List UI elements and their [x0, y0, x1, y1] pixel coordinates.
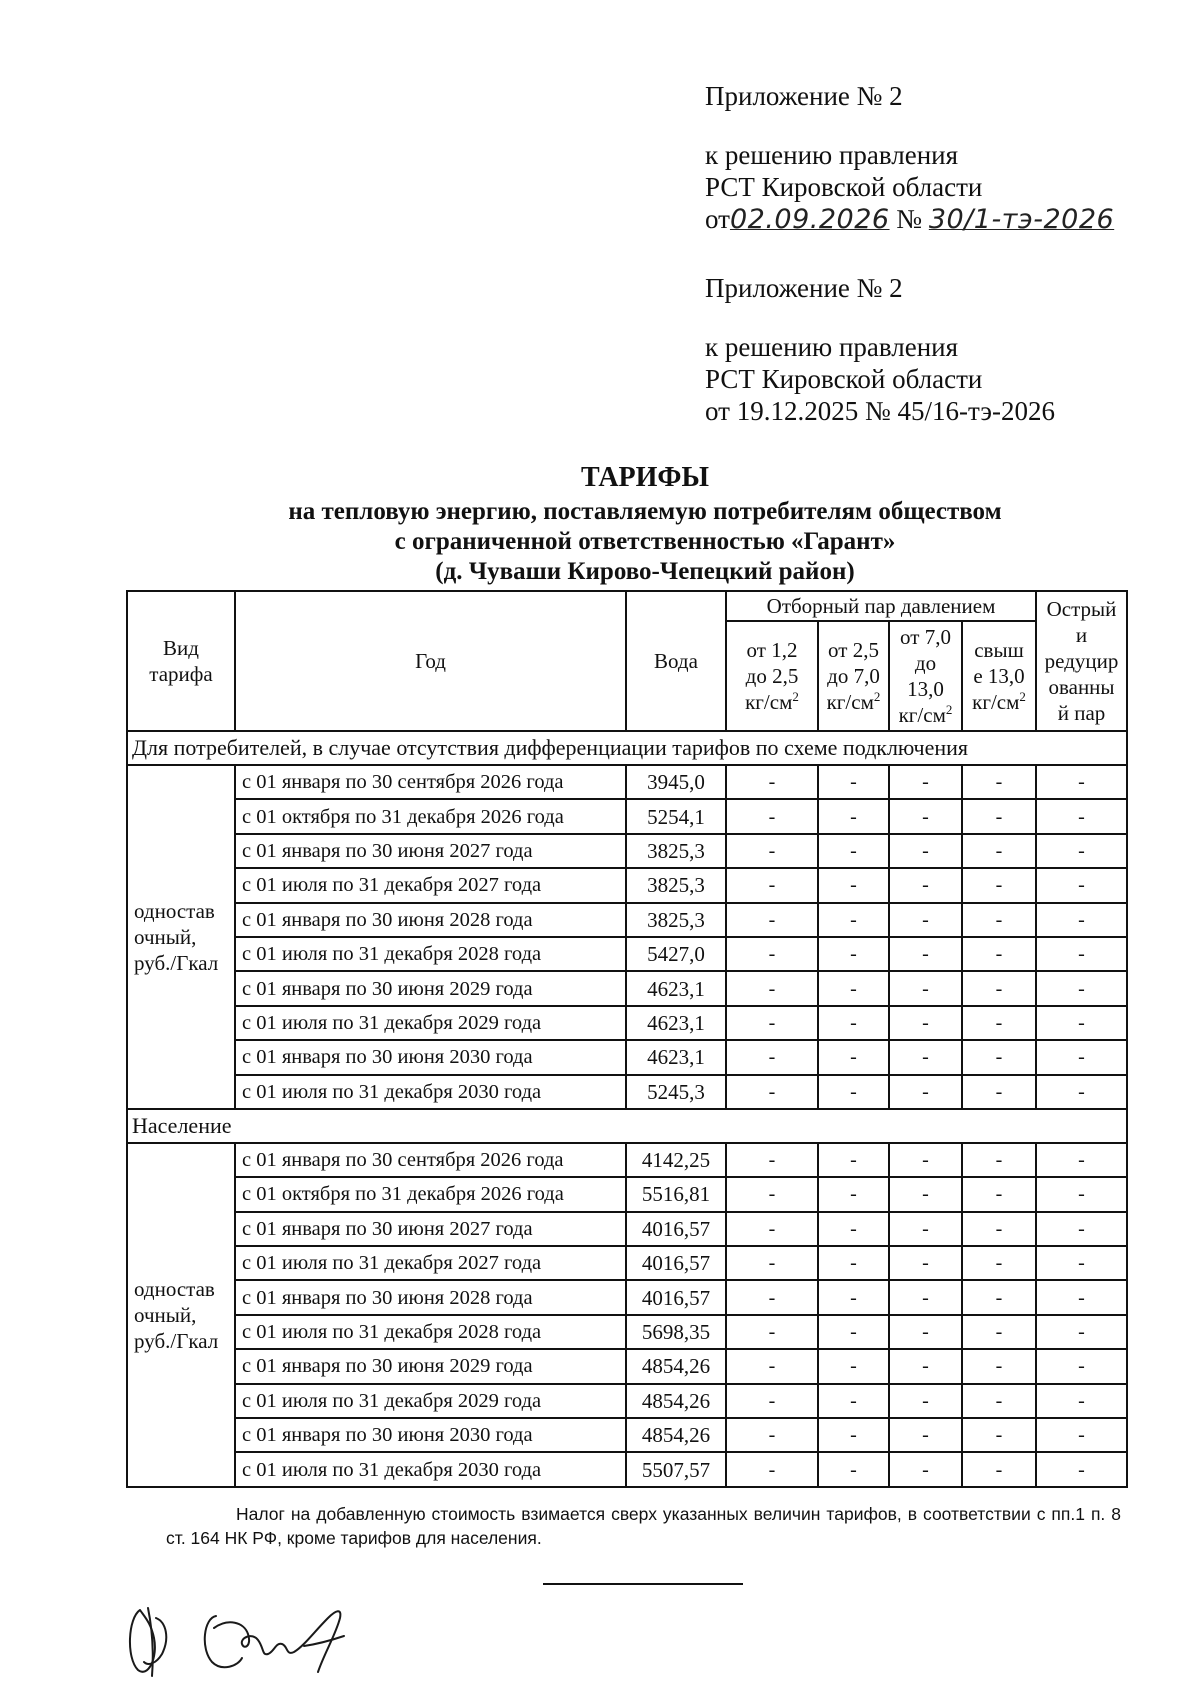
table-row — [127, 1418, 1127, 1452]
sharp-steam-cell: - — [1036, 1212, 1127, 1246]
sharp-steam-cell: - — [1036, 1384, 1127, 1418]
pressure-4-cell: - — [962, 1384, 1036, 1418]
pressure-2-cell: - — [818, 799, 889, 833]
tariff-kind-line: очный, — [134, 1302, 197, 1327]
sharp-steam-cell: - — [1036, 1452, 1127, 1486]
closing-rule — [543, 1583, 743, 1585]
water-tariff-cell: 3825,3 — [626, 903, 726, 937]
sharp-steam-cell: - — [1036, 1349, 1127, 1383]
pressure-2-cell: - — [818, 1040, 889, 1074]
document-subtitle-line3: (д. Чуваши Кирово-Чепецкий район) — [435, 558, 855, 585]
table-row — [127, 1280, 1127, 1314]
pressure-2-cell: - — [818, 1177, 889, 1211]
period-cell: с 01 июля по 31 декабря 2028 года — [235, 1315, 626, 1349]
pressure-1-cell: - — [726, 1143, 818, 1177]
pressure-3-cell: - — [889, 971, 962, 1005]
sharp-steam-cell: - — [1036, 971, 1127, 1005]
pressure-1-cell: - — [726, 765, 818, 799]
header-pressure-4: свыш е 13,0 $кг/см^2$ — [962, 621, 1036, 731]
appendix-old-line3: от 19.12.2025 № 45/16-тэ-2026 — [705, 396, 1055, 426]
sharp-steam-cell: - — [1036, 868, 1127, 902]
appendix-new-block — [705, 80, 1114, 236]
header-sharp-steam: Острый и редуцир ованны й пар — [1036, 591, 1127, 731]
sharp-steam-cell: - — [1036, 1246, 1127, 1280]
tariff-kind-line: очный, — [134, 924, 197, 949]
water-tariff-cell: 4142,25 — [626, 1143, 726, 1177]
pressure-3-cell: - — [889, 1384, 962, 1418]
tariff-table — [126, 590, 1128, 1488]
tariff-kind-cell — [127, 765, 235, 1109]
document-title: ТАРИФЫ — [581, 462, 709, 493]
period-cell: с 01 июля по 31 декабря 2030 года — [235, 1452, 626, 1486]
pressure-1-cell: - — [726, 1075, 818, 1109]
pressure-2-cell: - — [818, 1006, 889, 1040]
header-year: Год — [235, 591, 626, 731]
period-cell: с 01 января по 30 июня 2027 года — [235, 1212, 626, 1246]
water-tariff-cell: 5427,0 — [626, 937, 726, 971]
water-tariff-cell: 4016,57 — [626, 1246, 726, 1280]
table-row — [127, 1349, 1127, 1383]
pressure-3-cell: - — [889, 799, 962, 833]
vat-note: Налог на добавленную стоимость взимается сверх указанных величин тарифов, в соответствии с пп.1 п. 8 ст. 164 НК РФ, кроме тарифов для населения. — [166, 1504, 1121, 1548]
period-cell: с 01 июля по 31 декабря 2028 года — [235, 937, 626, 971]
period-cell: с 01 октября по 31 декабря 2026 года — [235, 1177, 626, 1211]
table-row — [127, 1075, 1127, 1109]
header-water: Вода — [626, 591, 726, 731]
pressure-1-cell: - — [726, 868, 818, 902]
pressure-1-cell: - — [726, 1006, 818, 1040]
pressure-3-cell: - — [889, 1280, 962, 1314]
sharp-steam-cell: - — [1036, 937, 1127, 971]
table-body — [127, 731, 1127, 1487]
table-row — [127, 1384, 1127, 1418]
pressure-4-cell: - — [962, 1212, 1036, 1246]
section-title: Население — [127, 1109, 1127, 1143]
period-cell: с 01 января по 30 июня 2029 года — [235, 1349, 626, 1383]
pressure-4-cell: - — [962, 971, 1036, 1005]
sharp-steam-cell: - — [1036, 1177, 1127, 1211]
header-pressure-2: от 2,5 до 7,0 $кг/см^2$ — [818, 621, 889, 731]
pressure-4-cell: - — [962, 799, 1036, 833]
pressure-1-cell: - — [726, 1418, 818, 1452]
pressure-2-cell: - — [818, 1384, 889, 1418]
pressure-3-cell: - — [889, 1006, 962, 1040]
pressure-2-cell: - — [818, 903, 889, 937]
appendix-new-number-prefix: № — [896, 204, 923, 234]
water-tariff-cell: 5254,1 — [626, 799, 726, 833]
header-steam-group: Отборный пар давлением — [726, 591, 1036, 621]
pressure-4-cell: - — [962, 1315, 1036, 1349]
water-tariff-cell: 4854,26 — [626, 1384, 726, 1418]
pressure-3-cell: - — [889, 1040, 962, 1074]
pressure-1-cell: - — [726, 1384, 818, 1418]
pressure-2-cell: - — [818, 765, 889, 799]
table-row — [127, 834, 1127, 868]
period-cell: с 01 января по 30 сентября 2026 года — [235, 1143, 626, 1177]
period-cell: с 01 июля по 31 декабря 2027 года — [235, 868, 626, 902]
pressure-3-cell: - — [889, 1212, 962, 1246]
pressure-4-cell: - — [962, 1246, 1036, 1280]
table-row — [127, 799, 1127, 833]
pressure-3-cell: - — [889, 1418, 962, 1452]
pressure-2-cell: - — [818, 1246, 889, 1280]
pressure-2-cell: - — [818, 1280, 889, 1314]
pressure-3-cell: - — [889, 937, 962, 971]
table-row — [127, 1040, 1127, 1074]
pressure-2-cell: - — [818, 834, 889, 868]
pressure-1-cell: - — [726, 1040, 818, 1074]
table-row — [127, 937, 1127, 971]
pressure-3-cell: - — [889, 1349, 962, 1383]
table-row — [127, 1212, 1127, 1246]
sharp-steam-cell: - — [1036, 1143, 1127, 1177]
pressure-2-cell: - — [818, 1452, 889, 1486]
table-row — [127, 1315, 1127, 1349]
pressure-1-cell: - — [726, 937, 818, 971]
table-row — [127, 903, 1127, 937]
water-tariff-cell: 3825,3 — [626, 834, 726, 868]
period-cell: с 01 июля по 31 декабря 2027 года — [235, 1246, 626, 1280]
pressure-2-cell: - — [818, 1143, 889, 1177]
tariff-kind-line: руб./Гкал — [134, 1328, 219, 1353]
table-row — [127, 1143, 1127, 1177]
period-cell: с 01 января по 30 июня 2027 года — [235, 834, 626, 868]
pressure-4-cell: - — [962, 834, 1036, 868]
appendix-new-date-prefix: от — [705, 204, 730, 234]
pressure-4-cell: - — [962, 1418, 1036, 1452]
tariff-kind-line: одностав — [134, 898, 215, 923]
water-tariff-cell: 4623,1 — [626, 1040, 726, 1074]
pressure-3-cell: - — [889, 1246, 962, 1280]
pressure-3-cell: - — [889, 1177, 962, 1211]
pressure-3-cell: - — [889, 903, 962, 937]
pressure-4-cell: - — [962, 903, 1036, 937]
table-row — [127, 765, 1127, 799]
pressure-2-cell: - — [818, 1418, 889, 1452]
water-tariff-cell: 4854,26 — [626, 1349, 726, 1383]
pressure-2-cell: - — [818, 1315, 889, 1349]
pressure-4-cell: - — [962, 1006, 1036, 1040]
water-tariff-cell: 5516,81 — [626, 1177, 726, 1211]
pressure-1-cell: - — [726, 971, 818, 1005]
section-title: Для потребителей, в случае отсутствия дифференциации тарифов по схеме подключения — [127, 731, 1127, 765]
sharp-steam-cell: - — [1036, 903, 1127, 937]
pressure-4-cell: - — [962, 1143, 1036, 1177]
sharp-steam-cell: - — [1036, 834, 1127, 868]
sharp-steam-cell: - — [1036, 1418, 1127, 1452]
header-pressure-1: от 1,2 до 2,5 $кг/см^2$ — [726, 621, 818, 731]
appendix-new-line1: к решению правления — [705, 140, 959, 170]
table-row — [127, 1006, 1127, 1040]
period-cell: с 01 января по 30 июня 2028 года — [235, 1280, 626, 1314]
pressure-1-cell: - — [726, 1349, 818, 1383]
water-tariff-cell: 4623,1 — [626, 1006, 726, 1040]
water-tariff-cell: 5507,57 — [626, 1452, 726, 1486]
pressure-2-cell: - — [818, 971, 889, 1005]
pressure-4-cell: - — [962, 1075, 1036, 1109]
pressure-3-cell: - — [889, 765, 962, 799]
period-cell: с 01 января по 30 июня 2029 года — [235, 971, 626, 1005]
table-row — [127, 1452, 1127, 1486]
pressure-4-cell: - — [962, 868, 1036, 902]
pressure-4-cell: - — [962, 765, 1036, 799]
period-cell: с 01 января по 30 июня 2030 года — [235, 1418, 626, 1452]
appendix-old-line2: РСТ Кировской области — [705, 364, 983, 394]
pressure-1-cell: - — [726, 903, 818, 937]
tariff-kind-cell — [127, 1143, 235, 1487]
document-subtitle-line2: с ограниченной ответственностью «Гарант» — [394, 528, 896, 555]
section-row — [127, 731, 1127, 765]
pressure-1-cell: - — [726, 1280, 818, 1314]
table-row — [127, 868, 1127, 902]
pressure-3-cell: - — [889, 1452, 962, 1486]
appendix-new-heading: Приложение № 2 — [705, 81, 903, 111]
period-cell: с 01 января по 30 сентября 2026 года — [235, 765, 626, 799]
appendix-new-date-line — [705, 203, 1114, 236]
header-kind: Вид тарифа — [127, 591, 235, 731]
water-tariff-cell: 3825,3 — [626, 868, 726, 902]
water-tariff-cell: 4016,57 — [626, 1212, 726, 1246]
water-tariff-cell: 3945,0 — [626, 765, 726, 799]
pressure-2-cell: - — [818, 1349, 889, 1383]
table-row — [127, 971, 1127, 1005]
period-cell: с 01 января по 30 июня 2028 года — [235, 903, 626, 937]
table-header-row-1 — [127, 591, 1127, 621]
pressure-3-cell: - — [889, 834, 962, 868]
water-tariff-cell: 5698,35 — [626, 1315, 726, 1349]
pressure-4-cell: - — [962, 1280, 1036, 1314]
water-tariff-cell: 4854,26 — [626, 1418, 726, 1452]
table-row — [127, 1177, 1127, 1211]
pressure-1-cell: - — [726, 799, 818, 833]
sharp-steam-cell: - — [1036, 1280, 1127, 1314]
sharp-steam-cell: - — [1036, 1075, 1127, 1109]
pressure-1-cell: - — [726, 1315, 818, 1349]
pressure-4-cell: - — [962, 937, 1036, 971]
pressure-3-cell: - — [889, 1075, 962, 1109]
water-tariff-cell: 4623,1 — [626, 971, 726, 1005]
handwritten-number: 30/1-тэ-2026 — [928, 204, 1115, 235]
handwritten-date: 02.09.2026 — [729, 204, 890, 235]
pressure-1-cell: - — [726, 1177, 818, 1211]
pressure-3-cell: - — [889, 868, 962, 902]
period-cell: с 01 июля по 31 декабря 2029 года — [235, 1006, 626, 1040]
appendix-old-block — [705, 272, 1055, 427]
sharp-steam-cell: - — [1036, 1040, 1127, 1074]
pressure-1-cell: - — [726, 1246, 818, 1280]
appendix-new-line2: РСТ Кировской области — [705, 172, 983, 202]
pressure-4-cell: - — [962, 1349, 1036, 1383]
tariff-kind-line: руб./Гкал — [134, 950, 219, 975]
pressure-4-cell: - — [962, 1452, 1036, 1486]
pressure-2-cell: - — [818, 1212, 889, 1246]
period-cell: с 01 июля по 31 декабря 2029 года — [235, 1384, 626, 1418]
pressure-3-cell: - — [889, 1315, 962, 1349]
pressure-1-cell: - — [726, 1212, 818, 1246]
pressure-3-cell: - — [889, 1143, 962, 1177]
table-row — [127, 1246, 1127, 1280]
signature-image — [118, 1588, 398, 1688]
pressure-1-cell: - — [726, 834, 818, 868]
header-pressure-3: от 7,0 до 13,0 $кг/см^2$ — [889, 621, 962, 731]
section-row — [127, 1109, 1127, 1143]
water-tariff-cell: 4016,57 — [626, 1280, 726, 1314]
pressure-2-cell: - — [818, 1075, 889, 1109]
sharp-steam-cell: - — [1036, 799, 1127, 833]
period-cell: с 01 октября по 31 декабря 2026 года — [235, 799, 626, 833]
sharp-steam-cell: - — [1036, 1006, 1127, 1040]
pressure-4-cell: - — [962, 1177, 1036, 1211]
water-tariff-cell: 5245,3 — [626, 1075, 726, 1109]
period-cell: с 01 июля по 31 декабря 2030 года — [235, 1075, 626, 1109]
appendix-old-line1: к решению правления — [705, 332, 959, 362]
pressure-4-cell: - — [962, 1040, 1036, 1074]
period-cell: с 01 января по 30 июня 2030 года — [235, 1040, 626, 1074]
appendix-old-heading: Приложение № 2 — [705, 273, 903, 303]
pressure-2-cell: - — [818, 868, 889, 902]
pressure-1-cell: - — [726, 1452, 818, 1486]
tariff-kind-line: одностав — [134, 1276, 215, 1301]
sharp-steam-cell: - — [1036, 1315, 1127, 1349]
pressure-2-cell: - — [818, 937, 889, 971]
document-subtitle-line1: на тепловую энергию, поставляемую потребителям обществом — [288, 498, 1002, 525]
sharp-steam-cell: - — [1036, 765, 1127, 799]
